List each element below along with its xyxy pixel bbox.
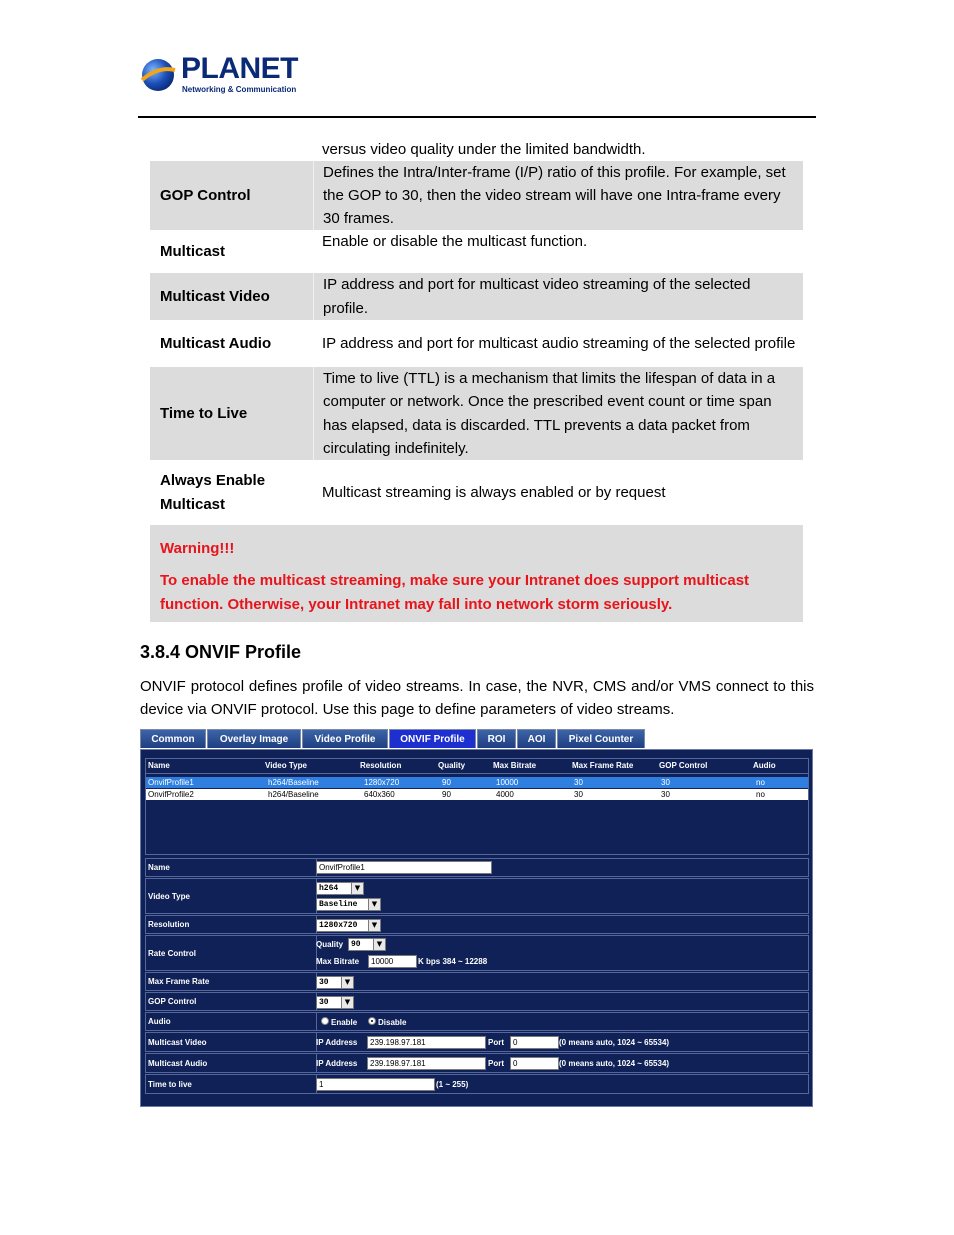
form-row-name: Name OnvifProfile1 [145, 858, 809, 877]
col-name: Name [148, 761, 170, 770]
max-bitrate-input[interactable]: 10000 [368, 955, 417, 968]
row-desc: Multicast streaming is always enabled or by request [322, 483, 666, 501]
row-label: Multicast Video [160, 288, 270, 305]
tab-onvif-profile[interactable]: ONVIF Profile [389, 729, 476, 748]
row-label: GOP Control [160, 187, 251, 204]
chevron-down-icon: ▼ [368, 920, 380, 931]
settings-panel [140, 749, 813, 1107]
row-desc: Time to live (TTL) is a mechanism that limits the lifespan of data in a computer or network. Once the prescribed event count or time span has elapsed, data is discarded. TTL prevents a data packet from circulating indefinitely. [313, 367, 803, 460]
tab-aoi[interactable]: AOI [517, 729, 556, 748]
row-label: Always Enable Multicast [160, 471, 266, 513]
multicast-video-ip-input[interactable]: 239.198.97.181 [367, 1036, 486, 1049]
name-input[interactable]: OnvifProfile1 [316, 861, 492, 874]
video-codec-select[interactable]: h264 ▼ [316, 882, 364, 895]
tab-bar [140, 729, 646, 749]
col-gop-control: GOP Control [659, 761, 708, 770]
table-row [150, 161, 803, 230]
table-row [150, 320, 803, 367]
audio-enable-radio[interactable] [321, 1017, 329, 1025]
video-profile-select[interactable]: Baseline ▼ [316, 898, 381, 911]
row-label: Multicast [160, 243, 226, 260]
row-desc: Defines the Intra/Inter-frame (I/P) ratio of this profile. For example, set the GOP to 30, then the video stream will have one Intra-frame every 30 frames. [313, 161, 803, 230]
tab-video-profile[interactable]: Video Profile [302, 729, 388, 748]
row-desc: IP address and port for multicast video streaming of the selected profile. [313, 273, 803, 320]
onvif-profile-ui [140, 729, 813, 1107]
table-row [150, 273, 803, 320]
form-row-resolution: Resolution 1280x720 ▼ [145, 915, 809, 934]
col-resolution: Resolution [360, 761, 402, 770]
row-label: Time to Live [160, 405, 248, 422]
form-row-max-frame-rate: Max Frame Rate 30 ▼ [145, 972, 809, 991]
tab-roi[interactable]: ROI [477, 729, 516, 748]
brand-tagline: Networking & Communication [182, 85, 297, 94]
col-audio: Audio [753, 761, 776, 770]
form-row-video-type: Video Type h264 ▼ Baseline ▼ [145, 878, 809, 914]
row-label: Multicast Audio [160, 335, 272, 352]
section-paragraph: ONVIF protocol defines profile of video streams. In case, the NVR, CMS and/or VMS connect to this device via ONVIF protocol. Use this page to define parameters of video streams. [140, 678, 814, 718]
tab-common[interactable]: Common [140, 729, 206, 748]
col-video-type: Video Type [265, 761, 307, 770]
quality-select[interactable]: 90 ▼ [348, 938, 386, 951]
globe-icon [139, 56, 177, 94]
form-row-rate-control: Rate Control Quality 90 ▼ Max Bitrate 10000 K bps 384 ~ 12288 [145, 935, 809, 971]
list-header [146, 759, 808, 774]
col-max-frame-rate: Max Frame Rate [572, 761, 634, 770]
form-row-multicast-audio: Multicast Audio IP Address 239.198.97.181 Port 0 (0 means auto, 1024 ~ 65534) [145, 1053, 809, 1073]
chevron-down-icon: ▼ [341, 997, 353, 1008]
table-row [150, 367, 803, 460]
planet-logo [139, 54, 299, 98]
continuation-text: versus video quality under the limited bandwidth. [322, 140, 646, 158]
chevron-down-icon: ▼ [368, 899, 380, 910]
list-item[interactable]: OnvifProfile1 h264/Baseline 1280x720 90 10000 30 30 no [146, 777, 808, 788]
gop-select[interactable]: 30 ▼ [316, 996, 354, 1009]
ttl-input[interactable]: 1 [316, 1078, 435, 1091]
multicast-audio-ip-input[interactable]: 239.198.97.181 [367, 1057, 486, 1070]
brand-name: PLANET [181, 52, 298, 85]
warning-box [150, 525, 803, 622]
form-row-time-to-live: Time to live 1 (1 ~ 255) [145, 1074, 809, 1094]
tab-overlay-image[interactable]: Overlay Image [207, 729, 301, 748]
warning-title: Warning!!! [160, 540, 235, 557]
col-max-bitrate: Max Bitrate [493, 761, 537, 770]
profile-list [145, 758, 809, 855]
chevron-down-icon: ▼ [351, 883, 363, 894]
multicast-audio-port-input[interactable]: 0 [510, 1057, 559, 1070]
chevron-down-icon: ▼ [341, 977, 353, 988]
audio-disable-radio[interactable] [368, 1017, 376, 1025]
multicast-video-port-input[interactable]: 0 [510, 1036, 559, 1049]
row-desc: IP address and port for multicast audio streaming of the selected profile [322, 334, 796, 352]
table-row [150, 460, 803, 525]
table-row [150, 138, 803, 161]
col-quality: Quality [438, 761, 466, 770]
list-item[interactable]: OnvifProfile2 h264/Baseline 640x360 90 4000 30 30 no [146, 789, 808, 800]
table-row [150, 230, 803, 273]
header-rule [138, 116, 816, 118]
spec-table [150, 138, 803, 525]
max-frame-rate-select[interactable]: 30 ▼ [316, 976, 354, 989]
tab-pixel-counter[interactable]: Pixel Counter [557, 729, 645, 748]
resolution-select[interactable]: 1280x720 ▼ [316, 919, 381, 932]
section-heading: 3.8.4 ONVIF Profile [140, 642, 302, 662]
form-row-multicast-video: Multicast Video IP Address 239.198.97.181 Port 0 (0 means auto, 1024 ~ 65534) [145, 1032, 809, 1052]
form-row-audio: Audio Enable Disable [145, 1012, 809, 1031]
form-row-gop-control: GOP Control 30 ▼ [145, 992, 809, 1011]
warning-text: To enable the multicast streaming, make sure your Intranet does support multicast function. Otherwise, your Intranet may fall into network storm seriously. [160, 572, 750, 613]
chevron-down-icon: ▼ [373, 939, 385, 950]
row-desc: Enable or disable the multicast function. [322, 233, 588, 250]
